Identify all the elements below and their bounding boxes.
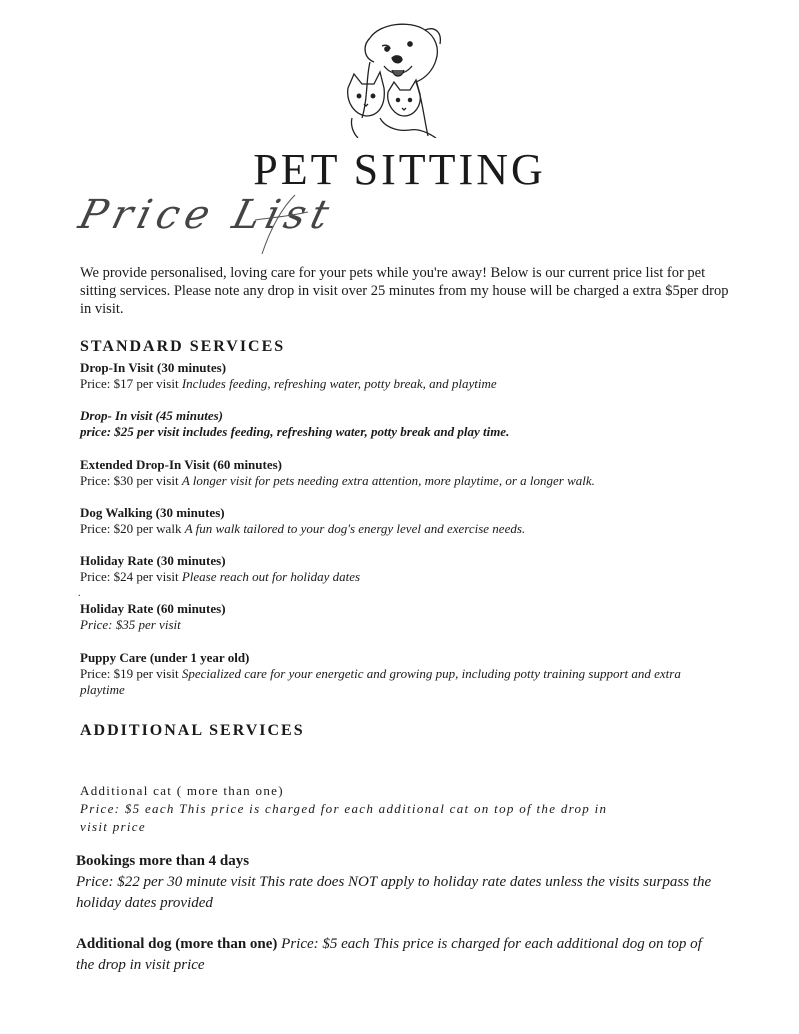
service-holiday-30 [80,553,720,585]
service-name: Holiday Rate (30 minutes) [80,553,226,568]
service-desc: A fun walk tailored to your dog's energy level and exercise needs. [184,521,526,536]
service-price: Price: $20 per walk [80,521,182,536]
additional-dog [76,934,716,976]
service-desc: A longer visit for pets needing extra attention, more playtime, or a longer walk. [181,473,595,488]
page-title: PET SITTING [253,145,546,194]
service-price: price: $25 per visit includes feeding, refreshing water, potty break and play time. [80,424,510,439]
service-name: Drop- In visit (45 minutes) [80,408,224,423]
service-name: Dog Walking (30 minutes) [80,505,225,520]
service-desc: Price: $22 per 30 minute visit This rate does NOT apply to holiday rate dates unless the visits surpass the holiday dates provided [76,874,712,911]
service-price: Price: $19 per visit [80,666,179,681]
stray-dot: . [78,588,81,599]
service-name: Bookings more than 4 days [76,853,250,869]
service-price: Price: $17 per visit [80,376,179,391]
bookings-more-than-4-days [76,851,716,914]
service-holiday-60 [80,601,720,633]
service-price: Price: $30 per visit [80,473,179,488]
service-name: Puppy Care (under 1 year old) [80,650,250,665]
service-name: Drop-In Visit (30 minutes) [80,360,227,375]
service-drop-in-30 [80,360,720,392]
script-flourish [200,190,310,260]
service-desc: Price: $5 each This price is charged for each additional cat on top of the drop in visit price [80,801,608,834]
intro-paragraph: We provide personalised, loving care for your pets while you're away! Below is our current price list for pet sitting services. Please note any drop in visit over 25 minutes from my house will be charged a extra $5per drop in visit. [80,265,729,317]
service-dog-walking [80,505,720,537]
price-list-script-heading: Price List [74,192,340,238]
service-puppy-care [80,650,720,698]
service-desc: Includes feeding, refreshing water, potty break, and playtime [181,376,497,391]
service-extended-drop-in-60 [80,457,720,489]
service-price: Price: $24 per visit [80,569,179,584]
service-desc: Please reach out for holiday dates [181,569,361,584]
additional-cat [80,782,640,836]
service-name: Extended Drop-In Visit (60 minutes) [80,457,283,472]
service-desc: Price: $5 each This price is charged for each additional dog on top of the drop in visit price [76,936,702,973]
service-desc: Specialized care for your energetic and growing pup, including potty training support and extra playtime [80,666,681,697]
service-name: Additional cat ( more than one) [80,783,284,798]
service-name: Holiday Rate (60 minutes) [80,601,226,616]
service-name: Additional dog (more than one) [76,936,278,952]
dog-cat-logo-illustration [340,18,460,138]
service-price: Price: $35 per visit [80,617,181,632]
standard-services-heading: STANDARD SERVICES [80,338,286,355]
service-drop-in-45 [80,408,720,440]
additional-services-heading: ADDITIONAL SERVICES [80,722,305,739]
